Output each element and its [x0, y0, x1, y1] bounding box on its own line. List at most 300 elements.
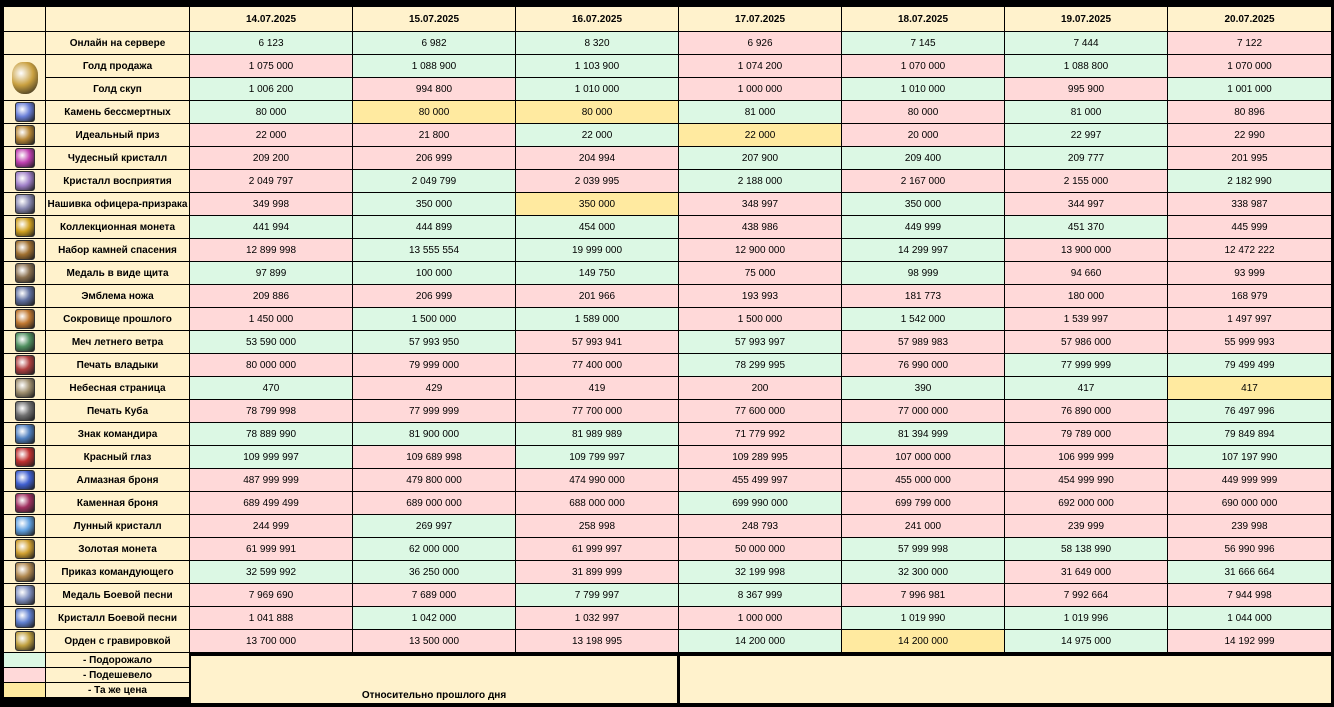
price-cell: 1 010 000: [516, 78, 678, 100]
price-cell: 455 499 997: [679, 469, 841, 491]
moon-crystal-icon: [15, 516, 35, 536]
price-cell: 239 999: [1005, 515, 1167, 537]
price-cell: 454 999 990: [1005, 469, 1167, 491]
price-cell: 209 400: [842, 147, 1004, 169]
price-cell: 209 886: [190, 285, 352, 307]
collector-coin-icon: [15, 217, 35, 237]
price-cell: 50 000 000: [679, 538, 841, 560]
price-cell: 14 200 000: [679, 630, 841, 652]
price-cell: 1 010 000: [842, 78, 1004, 100]
price-cell: 689 499 499: [190, 492, 352, 514]
table-row: [4, 55, 1331, 77]
price-cell: 14 192 999: [1168, 630, 1331, 652]
price-cell: 32 199 998: [679, 561, 841, 583]
item-icon-cell: [4, 239, 45, 261]
price-cell: 22 000: [190, 124, 352, 146]
item-icon-cell: [4, 377, 45, 399]
price-cell: 109 689 998: [353, 446, 515, 468]
price-cell: 22 000: [679, 124, 841, 146]
price-cell: 55 999 993: [1168, 331, 1331, 353]
price-cell: 78 889 990: [190, 423, 352, 445]
price-table: [3, 6, 1332, 698]
item-icon-cell: [4, 561, 45, 583]
item-icon-cell: [4, 285, 45, 307]
corner-cell: [46, 7, 189, 31]
table-row: [4, 584, 1331, 606]
perfect-prize-icon: [15, 125, 35, 145]
price-cell: 2 049 799: [353, 170, 515, 192]
price-cell: 77 600 000: [679, 400, 841, 422]
price-cell: 239 998: [1168, 515, 1331, 537]
summer-wind-sword-icon: [15, 332, 35, 352]
commander-order-icon: [15, 562, 35, 582]
table-row: [4, 32, 1331, 54]
price-cell: 470: [190, 377, 352, 399]
table-row: [4, 446, 1331, 468]
item-name: Голд скуп: [46, 78, 189, 100]
knife-emblem-icon: [15, 286, 35, 306]
price-cell: 344 997: [1005, 193, 1167, 215]
item-icon-cell: [4, 331, 45, 353]
price-cell: 1 032 997: [516, 607, 678, 629]
price-cell: 57 993 941: [516, 331, 678, 353]
gold-bag-icon: [12, 62, 38, 94]
price-cell: 81 394 999: [842, 423, 1004, 445]
price-cell: 454 000: [516, 216, 678, 238]
item-name: Орден с гравировкой: [46, 630, 189, 652]
price-cell: 22 997: [1005, 124, 1167, 146]
legend-label: - Подешевело: [46, 668, 189, 682]
date-header: 14.07.2025: [190, 7, 352, 31]
price-cell: 107 000 000: [842, 446, 1004, 468]
price-cell: 994 800: [353, 78, 515, 100]
price-cell: 2 049 797: [190, 170, 352, 192]
item-icon-cell: [4, 630, 45, 652]
price-cell: 77 400 000: [516, 354, 678, 376]
price-cell: 7 992 664: [1005, 584, 1167, 606]
red-eye-icon: [15, 447, 35, 467]
price-cell: 995 900: [1005, 78, 1167, 100]
item-name: Сокровище прошлого: [46, 308, 189, 330]
price-cell: 455 000 000: [842, 469, 1004, 491]
price-cell: 36 250 000: [353, 561, 515, 583]
item-icon-cell: [4, 262, 45, 284]
item-name: Набор камней спасения: [46, 239, 189, 261]
price-cell: 2 182 990: [1168, 170, 1331, 192]
table-row: [4, 331, 1331, 353]
item-name: Эмблема ножа: [46, 285, 189, 307]
price-cell: 348 997: [679, 193, 841, 215]
price-cell: 80 000 000: [190, 354, 352, 376]
item-name: Медаль в виде щита: [46, 262, 189, 284]
price-cell: 1 000 000: [679, 78, 841, 100]
price-cell: 106 999 999: [1005, 446, 1167, 468]
price-cell: 207 900: [679, 147, 841, 169]
cube-seal-icon: [15, 401, 35, 421]
price-cell: 1 088 800: [1005, 55, 1167, 77]
price-cell: 201 966: [516, 285, 678, 307]
price-cell: 1 497 997: [1168, 308, 1331, 330]
table-row: [4, 400, 1331, 422]
price-cell: 390: [842, 377, 1004, 399]
battle-song-medal-icon: [15, 585, 35, 605]
price-cell: 441 994: [190, 216, 352, 238]
legend-label: - Подорожало: [46, 653, 189, 667]
price-cell: 2 155 000: [1005, 170, 1167, 192]
wonder-crystal-icon: [15, 148, 35, 168]
price-cell: 31 666 664: [1168, 561, 1331, 583]
shield-medal-icon: [15, 263, 35, 283]
price-cell: 81 900 000: [353, 423, 515, 445]
item-icon-cell: [4, 584, 45, 606]
perception-crystal-icon: [15, 171, 35, 191]
legend-label: - Та же цена: [46, 683, 189, 697]
price-cell: 71 779 992: [679, 423, 841, 445]
price-cell: 80 000: [353, 101, 515, 123]
price-cell: 248 793: [679, 515, 841, 537]
price-cell: 100 000: [353, 262, 515, 284]
price-cell: 7 996 981: [842, 584, 1004, 606]
table-row: [4, 147, 1331, 169]
price-cell: 487 999 999: [190, 469, 352, 491]
price-cell: 445 999: [1168, 216, 1331, 238]
price-cell: 2 167 000: [842, 170, 1004, 192]
price-cell: 12 899 998: [190, 239, 352, 261]
gold-coin-icon: [15, 539, 35, 559]
price-cell: 109 289 995: [679, 446, 841, 468]
price-cell: 32 300 000: [842, 561, 1004, 583]
price-cell: 699 990 000: [679, 492, 841, 514]
commander-sign-icon: [15, 424, 35, 444]
item-name: Небесная страница: [46, 377, 189, 399]
price-cell: 269 997: [353, 515, 515, 537]
item-name: Онлайн на сервере: [46, 32, 189, 54]
footnote-box-left: [191, 656, 677, 703]
price-cell: 349 998: [190, 193, 352, 215]
price-cell: 79 789 000: [1005, 423, 1167, 445]
price-cell: 14 975 000: [1005, 630, 1167, 652]
price-cell: 57 999 998: [842, 538, 1004, 560]
price-cell: 241 000: [842, 515, 1004, 537]
date-header: 17.07.2025: [679, 7, 841, 31]
price-cell: 449 999: [842, 216, 1004, 238]
item-icon-cell: [4, 193, 45, 215]
price-cell: 417: [1005, 377, 1167, 399]
table-row: [4, 492, 1331, 514]
price-cell: 7 799 997: [516, 584, 678, 606]
item-name: Лунный кристалл: [46, 515, 189, 537]
item-icon-cell: [4, 469, 45, 491]
price-cell: 32 599 992: [190, 561, 352, 583]
table-row: [4, 308, 1331, 330]
price-cell: 338 987: [1168, 193, 1331, 215]
item-name: Камень бессмертных: [46, 101, 189, 123]
price-cell: 1 075 000: [190, 55, 352, 77]
price-cell: 81 000: [1005, 101, 1167, 123]
price-cell: 57 986 000: [1005, 331, 1167, 353]
price-cell: 168 979: [1168, 285, 1331, 307]
price-cell: 244 999: [190, 515, 352, 537]
price-cell: 1 006 200: [190, 78, 352, 100]
price-cell: 1 042 000: [353, 607, 515, 629]
item-name: Приказ командующего: [46, 561, 189, 583]
price-cell: 181 773: [842, 285, 1004, 307]
price-cell: 8 367 999: [679, 584, 841, 606]
price-cell: 12 472 222: [1168, 239, 1331, 261]
price-cell: 97 899: [190, 262, 352, 284]
price-cell: 444 899: [353, 216, 515, 238]
price-cell: 76 497 996: [1168, 400, 1331, 422]
price-cell: 80 000: [842, 101, 1004, 123]
item-name: Меч летнего ветра: [46, 331, 189, 353]
price-cell: 149 750: [516, 262, 678, 284]
table-row: [4, 216, 1331, 238]
item-name: Печать Куба: [46, 400, 189, 422]
price-cell: 1 542 000: [842, 308, 1004, 330]
date-header: 19.07.2025: [1005, 7, 1167, 31]
price-cell: 80 000: [516, 101, 678, 123]
item-icon-cell: [4, 538, 45, 560]
price-cell: 692 000 000: [1005, 492, 1167, 514]
price-cell: 81 989 989: [516, 423, 678, 445]
price-cell: 31 899 999: [516, 561, 678, 583]
price-cell: 451 370: [1005, 216, 1167, 238]
price-cell: 350 000: [842, 193, 1004, 215]
price-cell: 80 896: [1168, 101, 1331, 123]
price-cell: 13 700 000: [190, 630, 352, 652]
price-cell: 479 800 000: [353, 469, 515, 491]
price-cell: 438 986: [679, 216, 841, 238]
price-cell: 449 999 999: [1168, 469, 1331, 491]
price-cell: 80 000: [190, 101, 352, 123]
item-icon-cell: [4, 492, 45, 514]
ghost-officer-patch-icon: [15, 194, 35, 214]
price-cell: 79 849 894: [1168, 423, 1331, 445]
price-cell: 78 299 995: [679, 354, 841, 376]
price-cell: 6 123: [190, 32, 352, 54]
item-icon-cell: [4, 32, 45, 54]
price-cell: 690 000 000: [1168, 492, 1331, 514]
price-cell: 180 000: [1005, 285, 1167, 307]
table-row: [4, 423, 1331, 445]
price-cell: 1 070 000: [1168, 55, 1331, 77]
price-cell: 20 000: [842, 124, 1004, 146]
item-icon-cell: [4, 55, 45, 100]
item-name: Печать владыки: [46, 354, 189, 376]
price-cell: 76 890 000: [1005, 400, 1167, 422]
battle-song-crystal-icon: [15, 608, 35, 628]
price-cell: 94 660: [1005, 262, 1167, 284]
price-cell: 79 499 499: [1168, 354, 1331, 376]
price-cell: 688 000 000: [516, 492, 678, 514]
footnote-box-right: [680, 656, 1331, 703]
price-cell: 19 999 000: [516, 239, 678, 261]
price-cell: 689 000 000: [353, 492, 515, 514]
price-cell: 699 799 000: [842, 492, 1004, 514]
price-cell: 61 999 991: [190, 538, 352, 560]
price-cell: 13 500 000: [353, 630, 515, 652]
price-cell: 12 900 000: [679, 239, 841, 261]
price-cell: 109 799 997: [516, 446, 678, 468]
price-cell: 79 999 000: [353, 354, 515, 376]
price-cell: 1 450 000: [190, 308, 352, 330]
price-cell: 2 039 995: [516, 170, 678, 192]
price-cell: 7 444: [1005, 32, 1167, 54]
date-header: 15.07.2025: [353, 7, 515, 31]
price-cell: 61 999 997: [516, 538, 678, 560]
item-name: Медаль Боевой песни: [46, 584, 189, 606]
engraved-order-icon: [15, 631, 35, 651]
table-row: [4, 469, 1331, 491]
price-cell: 1 589 000: [516, 308, 678, 330]
price-cell: 1 070 000: [842, 55, 1004, 77]
heavenly-page-icon: [15, 378, 35, 398]
table-row: [4, 377, 1331, 399]
legend-swatch-same: [4, 683, 45, 697]
price-cell: 77 999 999: [353, 400, 515, 422]
price-cell: 22 000: [516, 124, 678, 146]
table-row: [4, 193, 1331, 215]
item-name: Нашивка офицера-призрака: [46, 193, 189, 215]
price-cell: 13 198 995: [516, 630, 678, 652]
price-cell: 21 800: [353, 124, 515, 146]
price-cell: 193 993: [679, 285, 841, 307]
table-row: [4, 285, 1331, 307]
price-cell: 75 000: [679, 262, 841, 284]
legend-swatch-down: [4, 668, 45, 682]
price-cell: 258 998: [516, 515, 678, 537]
price-cell: 201 995: [1168, 147, 1331, 169]
item-name: Золотая монета: [46, 538, 189, 560]
price-cell: 31 649 000: [1005, 561, 1167, 583]
corner-cell: [4, 7, 45, 31]
table-row: [4, 124, 1331, 146]
item-name: Красный глаз: [46, 446, 189, 468]
price-cell: 7 145: [842, 32, 1004, 54]
price-cell: 98 999: [842, 262, 1004, 284]
price-cell: 58 138 990: [1005, 538, 1167, 560]
price-cell: 78 799 998: [190, 400, 352, 422]
price-cell: 14 299 997: [842, 239, 1004, 261]
price-cell: 77 700 000: [516, 400, 678, 422]
price-cell: 109 999 997: [190, 446, 352, 468]
price-cell: 7 944 998: [1168, 584, 1331, 606]
price-cell: 206 999: [353, 285, 515, 307]
salvation-stones-icon: [15, 240, 35, 260]
item-icon-cell: [4, 101, 45, 123]
item-name: Каменная броня: [46, 492, 189, 514]
past-treasure-icon: [15, 309, 35, 329]
price-cell: 1 001 000: [1168, 78, 1331, 100]
table-row: [4, 101, 1331, 123]
table-row: [4, 630, 1331, 652]
price-cell: 1 539 997: [1005, 308, 1167, 330]
price-cell: 62 000 000: [353, 538, 515, 560]
table-row: [4, 515, 1331, 537]
item-name: Кристалл восприятия: [46, 170, 189, 192]
price-cell: 1 074 200: [679, 55, 841, 77]
item-icon-cell: [4, 354, 45, 376]
price-cell: 13 900 000: [1005, 239, 1167, 261]
price-cell: 350 000: [353, 193, 515, 215]
item-name: Коллекционная монета: [46, 216, 189, 238]
price-cell: 417: [1168, 377, 1331, 399]
item-icon-cell: [4, 607, 45, 629]
price-cell: 93 999: [1168, 262, 1331, 284]
table-row: [4, 538, 1331, 560]
price-cell: 107 197 990: [1168, 446, 1331, 468]
item-icon-cell: [4, 170, 45, 192]
price-cell: 1 019 990: [842, 607, 1004, 629]
price-cell: 14 200 000: [842, 630, 1004, 652]
price-cell: 1 088 900: [353, 55, 515, 77]
price-cell: 1 041 888: [190, 607, 352, 629]
price-cell: 1 044 000: [1168, 607, 1331, 629]
price-cell: 8 320: [516, 32, 678, 54]
price-cell: 204 994: [516, 147, 678, 169]
price-cell: 57 993 950: [353, 331, 515, 353]
stone-armor-icon: [15, 493, 35, 513]
price-cell: 7 969 690: [190, 584, 352, 606]
price-cell: 6 982: [353, 32, 515, 54]
date-header: 18.07.2025: [842, 7, 1004, 31]
price-cell: 200: [679, 377, 841, 399]
lord-seal-icon: [15, 355, 35, 375]
price-cell: 419: [516, 377, 678, 399]
price-cell: 81 000: [679, 101, 841, 123]
item-icon-cell: [4, 446, 45, 468]
item-name: Алмазная броня: [46, 469, 189, 491]
item-icon-cell: [4, 515, 45, 537]
price-cell: 22 990: [1168, 124, 1331, 146]
table-row: [4, 170, 1331, 192]
price-cell: 350 000: [516, 193, 678, 215]
price-cell: 57 989 983: [842, 331, 1004, 353]
item-name: Идеальный приз: [46, 124, 189, 146]
price-cell: 77 999 999: [1005, 354, 1167, 376]
price-cell: 1 019 996: [1005, 607, 1167, 629]
item-name: Голд продажа: [46, 55, 189, 77]
table-row: [4, 354, 1331, 376]
price-cell: 76 990 000: [842, 354, 1004, 376]
price-cell: 7 122: [1168, 32, 1331, 54]
item-name: Знак командира: [46, 423, 189, 445]
price-cell: 1 000 000: [679, 607, 841, 629]
price-cell: 209 777: [1005, 147, 1167, 169]
price-cell: 7 689 000: [353, 584, 515, 606]
date-header: 20.07.2025: [1168, 7, 1331, 31]
table-row: [4, 78, 1331, 100]
table-row: [4, 607, 1331, 629]
price-cell: 1 500 000: [353, 308, 515, 330]
footnote-text: Относительно прошлого дня: [361, 690, 507, 701]
price-cell: 13 555 554: [353, 239, 515, 261]
price-cell: 6 926: [679, 32, 841, 54]
immortal-stone-icon: [15, 102, 35, 122]
price-cell: 206 999: [353, 147, 515, 169]
price-cell: 57 993 997: [679, 331, 841, 353]
legend-swatch-up: [4, 653, 45, 667]
diamond-armor-icon: [15, 470, 35, 490]
item-name: Кристалл Боевой песни: [46, 607, 189, 629]
date-header: 16.07.2025: [516, 7, 678, 31]
item-icon-cell: [4, 423, 45, 445]
header-row: [4, 7, 1331, 31]
price-cell: 53 590 000: [190, 331, 352, 353]
price-cell: 429: [353, 377, 515, 399]
item-icon-cell: [4, 216, 45, 238]
table-row: [4, 262, 1331, 284]
